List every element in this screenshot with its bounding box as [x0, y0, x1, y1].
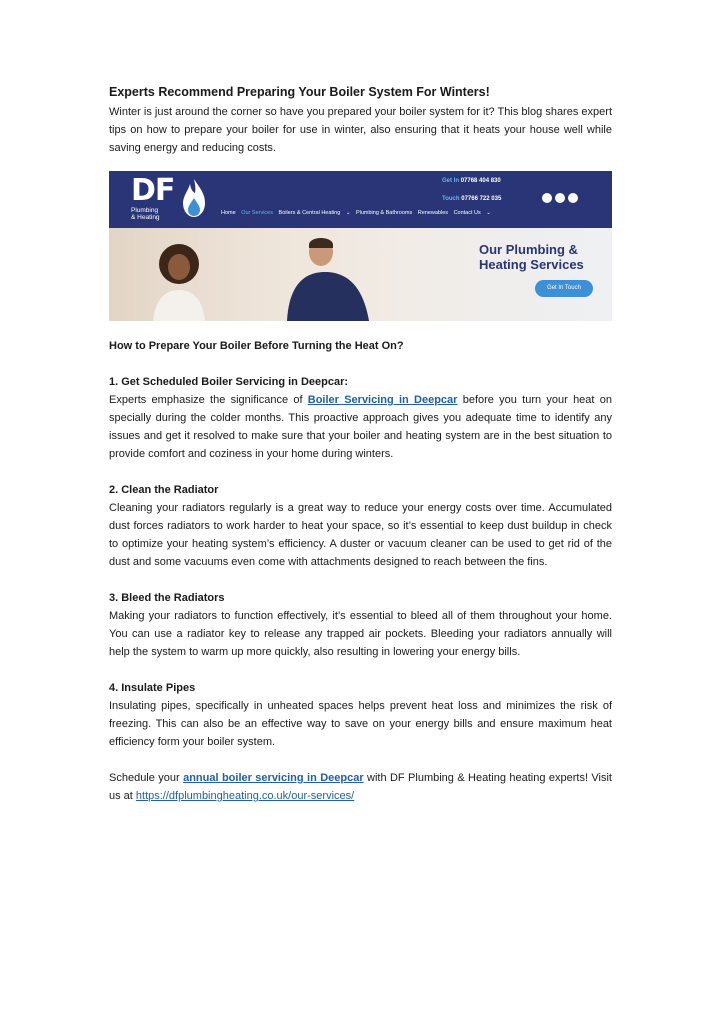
menu-item-contact: Contact Us ⌄: [453, 210, 491, 216]
section-3-heading: 3. Bleed the Radiators: [109, 592, 225, 604]
hero-get-in-touch-button: Get In Touch: [535, 280, 593, 297]
section-4-body: Insulating pipes, specifically in unheated spaces helps prevent heat loss and minimizes the risk of freezing. This can also be an effective way to save on your energy bills and ensure maximum heat efficiency form your boiler system.: [109, 700, 612, 748]
closing-paragraph: Schedule your annual boiler servicing in Deepcar with DF Plumbing & Heating heating experts! Visit us at https://dfplumbingheating.co.uk/our-services/: [109, 772, 612, 802]
banner-contact: [442, 177, 501, 204]
social-icons: [542, 190, 581, 208]
contact-line-1: Get In 07768 404 830: [442, 178, 501, 184]
boiler-servicing-link[interactable]: Boiler Servicing in Deepcar: [307, 394, 458, 406]
woman-illustration: [149, 240, 209, 321]
article-intro: Winter is just around the corner so have you prepared your boiler system for it? This blog shares expert tips on how to prepare your boiler for use in winter, also ensuring that it heats your house well while saving energy and reducing costs.: [109, 106, 612, 154]
section-subheading: How to Prepare Your Boiler Before Turning the Heat On?: [109, 340, 404, 352]
hero-title: Our Plumbing & Heating Services: [479, 242, 584, 272]
menu-item-boilers: Boilers & Central Heating ⌄: [278, 210, 351, 216]
section-2-heading: 2. Clean the Radiator: [109, 484, 219, 496]
menu-item-home: Home: [221, 210, 236, 216]
article-title: Experts Recommend Preparing Your Boiler System For Winters!: [109, 85, 490, 99]
banner-menu: [221, 210, 495, 216]
section-2-body: Cleaning your radiators regularly is a great way to reduce your energy costs over time. Accumulated dust forces radiators to work harder to heat your space, so it’s essential to keep dust buildup in check to optimize your heating system’s efficiency. A duster or vacuum cleaner can be used to get rid of the dust and some vacuums even come with attachments designed to reach between the fins.: [109, 502, 612, 568]
banner-hero: [109, 228, 612, 321]
section-1-body: Experts emphasize the significance of Boiler Servicing in Deepcar before you turn your heat on specially during the colder months. This proactive approach gives you adequate time to identify any issues and get it resolved to make sure that your boiler and heating system are in the best situation to provide comfort and coziness in your home during winters.: [109, 394, 612, 460]
contact-line-2: Touch 07766 722 035: [442, 196, 502, 202]
company-logo: [131, 173, 209, 224]
facebook-icon: [542, 193, 552, 203]
plumber-illustration: [281, 234, 377, 321]
flame-icon: [181, 178, 207, 218]
instagram-icon: [568, 193, 578, 203]
company-banner-image: [109, 171, 612, 321]
menu-item-plumbing: Plumbing & Bathrooms: [355, 210, 413, 216]
website-link[interactable]: https://dfplumbingheating.co.uk/our-services/: [135, 790, 355, 802]
annual-servicing-link[interactable]: annual boiler servicing in Deepcar: [183, 772, 364, 784]
document-page: [109, 84, 612, 805]
menu-item-renewables: Renewables: [417, 210, 449, 216]
logo-subtitle: Plumbing & Heating: [131, 207, 160, 221]
section-4-heading: 4. Insulate Pipes: [109, 682, 196, 694]
menu-item-our-services: Our Services: [241, 210, 273, 216]
section-1-heading: 1. Get Scheduled Boiler Servicing in Deepcar:: [109, 376, 349, 388]
section-3-body: Making your radiators to function effectively, it’s essential to bleed all of them throughout your home. You can use a radiator key to release any trapped air pockets. Bleeding your radiators annually will help the system to warm up more quickly, also resulting in lowering your energy bills.: [109, 610, 612, 658]
logo-text: DF: [131, 173, 175, 208]
banner-navbar: [109, 171, 612, 228]
twitter-icon: [555, 193, 565, 203]
